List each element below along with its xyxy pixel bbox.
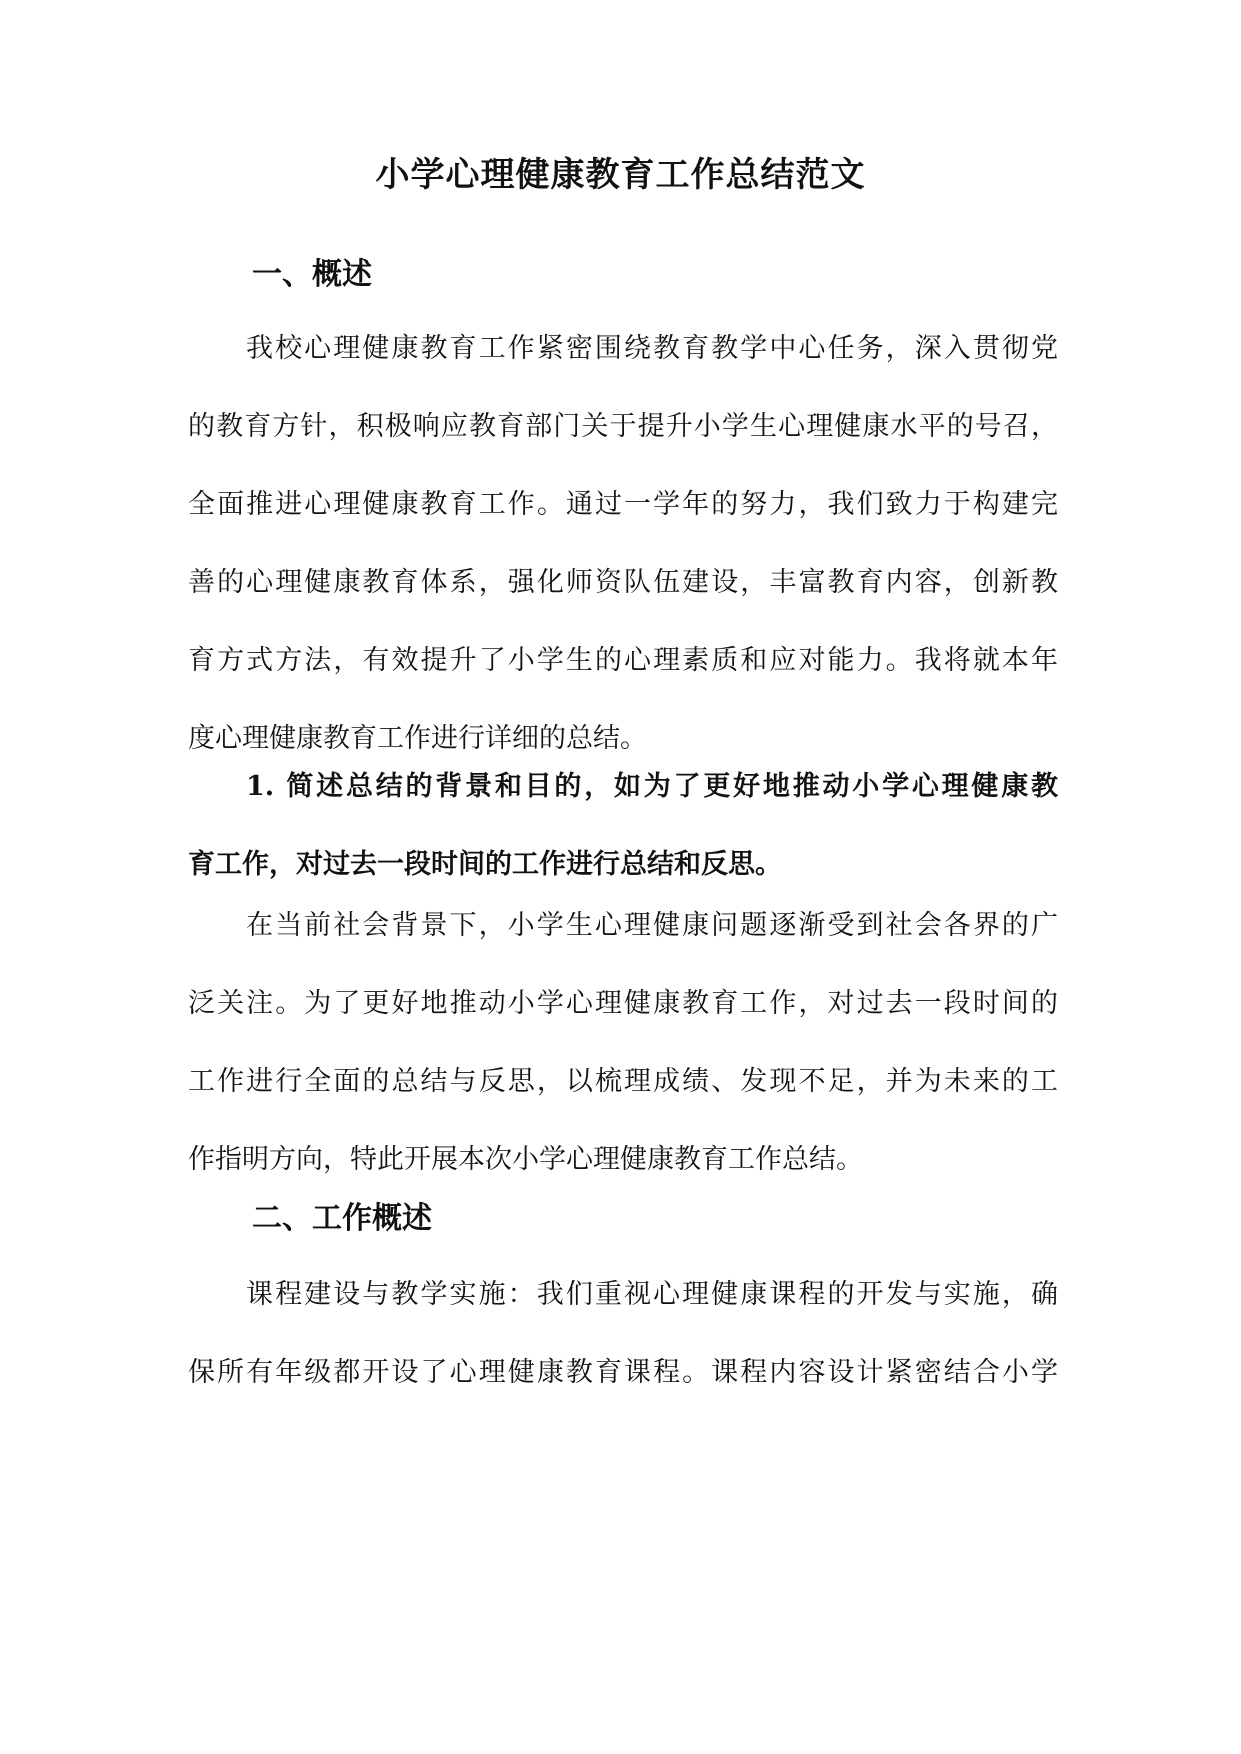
overview-paragraph: [188, 326, 1058, 794]
paragraph-line: 我校心理健康教育工作紧密围绕教育教学中心任务，深入贯彻党: [246, 333, 1058, 364]
paragraph-line: 的教育方针，积极响应教育部门关于提升小学生心理健康水平的号召，: [188, 411, 1058, 442]
paragraph-line: 保所有年级都开设了心理健康教育课程。课程内容设计紧密结合小学: [188, 1357, 1058, 1388]
document-title: 小学心理健康教育工作总结范文: [375, 155, 866, 195]
subsection-heading-background: [188, 764, 1058, 920]
work-overview-paragraph: [188, 1272, 1058, 1428]
paragraph-line: 育方式方法，有效提升了小学生的心理素质和应对能力。我将就本年: [188, 645, 1058, 676]
subsection-heading-line: 育工作，对过去一段时间的工作进行总结和反思。: [188, 849, 782, 880]
paragraph-line: 课程建设与教学实施：我们重视心理健康课程的开发与实施，确: [246, 1279, 1058, 1310]
section-heading-work-overview: 二、工作概述: [252, 1201, 432, 1236]
paragraph-line: 在当前社会背景下，小学生心理健康问题逐渐受到社会各界的广: [246, 910, 1058, 941]
background-paragraph: [188, 903, 1058, 1215]
paragraph-line: 工作进行全面的总结与反思，以梳理成绩、发现不足，并为未来的工: [188, 1066, 1058, 1097]
paragraph-line: 作指明方向，特此开展本次小学心理健康教育工作总结。: [188, 1144, 863, 1175]
section-heading-overview: 一、概述: [252, 257, 372, 292]
paragraph-line: 泛关注。为了更好地推动小学心理健康教育工作，对过去一段时间的: [188, 988, 1058, 1019]
subsection-heading-line: 1. 简述总结的背景和目的，如为了更好地推动小学心理健康教: [246, 771, 1058, 802]
paragraph-line: 善的心理健康教育体系，强化师资队伍建设，丰富教育内容，创新教: [188, 567, 1058, 598]
paragraph-line: 全面推进心理健康教育工作。通过一学年的努力，我们致力于构建完: [188, 489, 1058, 520]
paragraph-line: 度心理健康教育工作进行详细的总结。: [188, 723, 647, 754]
